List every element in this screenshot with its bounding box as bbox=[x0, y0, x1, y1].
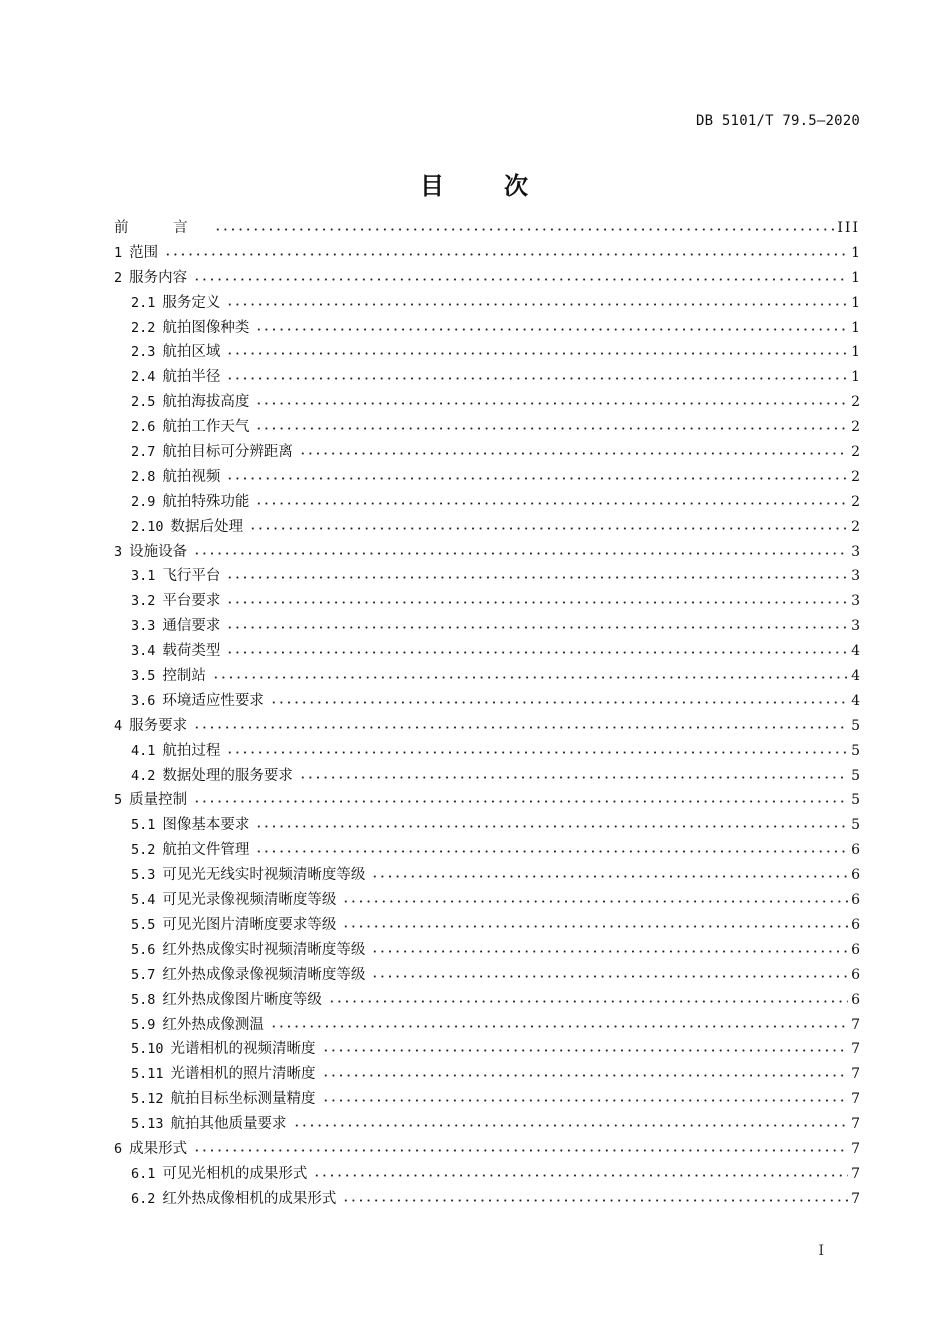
toc-dot-leader bbox=[255, 495, 848, 505]
toc-entry[interactable] bbox=[114, 838, 860, 863]
toc-entry-page: 7 bbox=[851, 1091, 860, 1108]
toc-entry[interactable] bbox=[114, 1087, 860, 1112]
toc-dot-leader bbox=[226, 619, 848, 629]
toc-entry-label: 前 言 bbox=[114, 220, 208, 236]
toc-entry-label: 航拍其他质量要求 bbox=[170, 1116, 287, 1133]
toc-entry[interactable] bbox=[114, 540, 860, 565]
toc-entry-label: 服务要求 bbox=[129, 717, 188, 734]
toc-entry-number: 3.4 bbox=[131, 643, 156, 660]
toc-entry[interactable] bbox=[114, 1013, 860, 1038]
toc-entry-page: 3 bbox=[851, 618, 860, 635]
toc-entry-page: 2 bbox=[851, 493, 860, 510]
toc-entry-label: 航拍过程 bbox=[162, 742, 221, 759]
toc-dot-leader bbox=[255, 395, 848, 405]
toc-entry-number: 5.6 bbox=[131, 941, 156, 958]
toc-entry-page: 6 bbox=[851, 966, 860, 983]
toc-entry-number: 5.11 bbox=[131, 1066, 164, 1083]
toc-entry-number: 2.9 bbox=[131, 493, 156, 510]
toc-entry-page: 5 bbox=[851, 742, 860, 759]
toc-entry[interactable] bbox=[114, 340, 860, 365]
toc-dot-leader bbox=[299, 445, 848, 455]
toc-dot-leader bbox=[212, 669, 848, 679]
toc-entry-number: 6.2 bbox=[131, 1190, 156, 1207]
toc-entry[interactable] bbox=[114, 490, 860, 515]
toc-entry-page: 3 bbox=[851, 593, 860, 610]
toc-entry-number: 2.5 bbox=[131, 394, 156, 411]
toc-dot-leader bbox=[313, 1167, 848, 1177]
toc-dot-leader bbox=[226, 370, 848, 380]
toc-entry-page: 2 bbox=[851, 394, 860, 411]
toc-entry[interactable] bbox=[114, 515, 860, 540]
toc-dot-leader bbox=[299, 769, 848, 779]
toc-entry[interactable] bbox=[114, 614, 860, 639]
toc-entry-label: 通信要求 bbox=[162, 618, 221, 635]
toc-entry-label: 航拍工作天气 bbox=[162, 419, 250, 436]
toc-entry-number: 2.7 bbox=[131, 444, 156, 461]
toc-dot-leader bbox=[371, 943, 848, 953]
toc-entry-page: 7 bbox=[851, 1190, 860, 1207]
toc-entry-label: 可见光录像视频清晰度等级 bbox=[162, 892, 337, 909]
page-title bbox=[0, 166, 950, 201]
table-of-contents bbox=[114, 216, 860, 1212]
toc-entry-number: 5.5 bbox=[131, 916, 156, 933]
toc-entry[interactable] bbox=[114, 813, 860, 838]
toc-entry-page: 1 bbox=[851, 319, 860, 336]
toc-dot-leader bbox=[226, 644, 848, 654]
toc-entry-label: 数据处理的服务要求 bbox=[162, 767, 293, 784]
toc-dot-leader bbox=[226, 345, 848, 355]
toc-dot-leader bbox=[371, 968, 848, 978]
toc-entry[interactable] bbox=[114, 415, 860, 440]
toc-entry-number: 4.2 bbox=[131, 767, 156, 784]
toc-entry-label: 航拍特殊功能 bbox=[162, 493, 250, 510]
toc-entry-label: 红外热成像录像视频清晰度等级 bbox=[162, 966, 366, 983]
toc-entry-number: 5 bbox=[114, 792, 123, 809]
toc-entry-label: 航拍区域 bbox=[162, 344, 221, 361]
toc-dot-leader bbox=[193, 793, 848, 803]
toc-entry[interactable] bbox=[114, 440, 860, 465]
toc-dot-leader bbox=[293, 1117, 849, 1127]
toc-entry-page: 5 bbox=[851, 767, 860, 784]
toc-entry-number: 5.4 bbox=[131, 892, 156, 909]
toc-entry[interactable] bbox=[114, 1187, 860, 1212]
toc-dot-leader bbox=[342, 918, 848, 928]
toc-entry[interactable] bbox=[114, 266, 860, 291]
toc-dot-leader bbox=[270, 694, 848, 704]
toc-entry-number: 5.10 bbox=[131, 1041, 164, 1058]
toc-entry-page: 1 bbox=[851, 244, 860, 261]
toc-dot-leader bbox=[226, 569, 848, 579]
toc-dot-leader bbox=[322, 1042, 849, 1052]
page-title-part-1: 目 bbox=[420, 172, 446, 200]
toc-entry-label: 飞行平台 bbox=[162, 568, 221, 585]
toc-dot-leader bbox=[255, 321, 848, 331]
toc-entry-label: 可见光图片清晰度要求等级 bbox=[162, 916, 337, 933]
toc-entry-page: 7 bbox=[851, 1165, 860, 1182]
toc-entry[interactable] bbox=[114, 1062, 860, 1087]
toc-entry[interactable] bbox=[114, 764, 860, 789]
toc-entry-page: 6 bbox=[851, 916, 860, 933]
toc-entry-label: 平台要求 bbox=[162, 593, 221, 610]
toc-dot-leader bbox=[193, 719, 848, 729]
toc-entry-number: 2.8 bbox=[131, 468, 156, 485]
toc-entry-number: 2.3 bbox=[131, 344, 156, 361]
toc-entry[interactable] bbox=[114, 739, 860, 764]
toc-dot-leader bbox=[193, 545, 848, 555]
toc-entry-label: 航拍半径 bbox=[162, 369, 221, 386]
toc-entry-number: 2.6 bbox=[131, 419, 156, 436]
toc-entry-number: 5.2 bbox=[131, 842, 156, 859]
document-code: DB 5101/T 79.5—2020 bbox=[696, 113, 860, 129]
toc-dot-leader bbox=[322, 1067, 849, 1077]
toc-entry-number: 4 bbox=[114, 717, 123, 734]
toc-entry[interactable] bbox=[114, 664, 860, 689]
toc-entry-number: 4.1 bbox=[131, 742, 156, 759]
toc-entry-page: 7 bbox=[851, 1116, 860, 1133]
toc-entry-page: 4 bbox=[851, 643, 860, 660]
toc-entry-page: 2 bbox=[851, 518, 860, 535]
toc-entry-page: 7 bbox=[851, 1140, 860, 1157]
toc-dot-leader bbox=[270, 1018, 848, 1028]
toc-entry[interactable] bbox=[114, 390, 860, 415]
toc-entry-label: 红外热成像实时视频清晰度等级 bbox=[162, 941, 366, 958]
toc-entry-page: 6 bbox=[851, 842, 860, 859]
toc-entry-page: 5 bbox=[851, 717, 860, 734]
toc-entry-label: 数据后处理 bbox=[170, 518, 244, 535]
toc-dot-leader bbox=[255, 843, 848, 853]
toc-entry-page: III bbox=[837, 220, 860, 236]
toc-entry[interactable] bbox=[114, 888, 860, 913]
toc-entry-label: 设施设备 bbox=[129, 543, 188, 560]
toc-entry-page: 6 bbox=[851, 892, 860, 909]
toc-entry-page: 3 bbox=[851, 543, 860, 560]
toc-entry-page: 4 bbox=[851, 692, 860, 709]
toc-entry-label: 图像基本要求 bbox=[162, 817, 250, 834]
toc-dot-leader bbox=[193, 271, 848, 281]
toc-entry-page: 1 bbox=[851, 344, 860, 361]
toc-entry-number: 5.7 bbox=[131, 966, 156, 983]
toc-dot-leader bbox=[342, 893, 848, 903]
toc-entry-page: 2 bbox=[851, 419, 860, 436]
toc-entry-number: 5.1 bbox=[131, 817, 156, 834]
toc-entry-number: 3.3 bbox=[131, 618, 156, 635]
toc-entry-label: 可见光相机的成果形式 bbox=[162, 1165, 308, 1182]
toc-entry-page: 3 bbox=[851, 568, 860, 585]
toc-entry-label: 服务内容 bbox=[129, 269, 188, 286]
toc-dot-leader bbox=[226, 470, 848, 480]
toc-entry[interactable] bbox=[114, 465, 860, 490]
toc-entry-page: 1 bbox=[851, 369, 860, 386]
toc-entry[interactable] bbox=[114, 564, 860, 589]
toc-dot-leader bbox=[342, 1192, 848, 1202]
toc-entry[interactable] bbox=[114, 589, 860, 614]
toc-entry-label: 航拍海拔高度 bbox=[162, 394, 250, 411]
toc-entry-label: 航拍目标可分辨距离 bbox=[162, 444, 293, 461]
toc-entry[interactable] bbox=[114, 1037, 860, 1062]
toc-dot-leader bbox=[249, 520, 848, 530]
toc-entry-number: 3.5 bbox=[131, 668, 156, 685]
toc-entry-page: 2 bbox=[851, 468, 860, 485]
toc-entry-page: 1 bbox=[851, 294, 860, 311]
toc-entry-page: 2 bbox=[851, 444, 860, 461]
toc-entry-label: 成果形式 bbox=[129, 1140, 188, 1157]
toc-entry[interactable] bbox=[114, 639, 860, 664]
toc-entry-page: 5 bbox=[851, 817, 860, 834]
toc-entry-label: 质量控制 bbox=[129, 792, 188, 809]
toc-dot-leader bbox=[328, 993, 848, 1003]
toc-entry[interactable] bbox=[114, 316, 860, 341]
page-number: I bbox=[818, 1243, 824, 1259]
toc-entry-number: 6.1 bbox=[131, 1165, 156, 1182]
toc-entry-label: 航拍图像种类 bbox=[162, 319, 250, 336]
toc-entry-page: 1 bbox=[851, 269, 860, 286]
toc-dot-leader bbox=[214, 221, 835, 231]
toc-dot-leader bbox=[255, 818, 848, 828]
toc-entry[interactable] bbox=[114, 988, 860, 1013]
toc-entry-number: 5.12 bbox=[131, 1091, 164, 1108]
toc-entry-number: 6 bbox=[114, 1140, 123, 1157]
toc-entry-number: 5.9 bbox=[131, 1016, 156, 1033]
toc-entry[interactable] bbox=[114, 1162, 860, 1187]
toc-dot-leader bbox=[322, 1092, 849, 1102]
toc-entry-number: 5.13 bbox=[131, 1116, 164, 1133]
toc-entry-label: 航拍视频 bbox=[162, 468, 221, 485]
toc-entry-label: 环境适应性要求 bbox=[162, 692, 264, 709]
toc-entry-label: 光谱相机的视频清晰度 bbox=[170, 1041, 316, 1058]
toc-entry[interactable] bbox=[114, 938, 860, 963]
toc-entry-label: 范围 bbox=[129, 244, 159, 261]
toc-entry-number: 2.1 bbox=[131, 294, 156, 311]
toc-entry-number: 3.6 bbox=[131, 692, 156, 709]
toc-dot-leader bbox=[255, 420, 848, 430]
toc-entry-page: 7 bbox=[851, 1066, 860, 1083]
toc-dot-leader bbox=[226, 594, 848, 604]
toc-entry-label: 服务定义 bbox=[162, 294, 221, 311]
toc-entry-page: 6 bbox=[851, 991, 860, 1008]
toc-entry-label: 航拍目标坐标测量精度 bbox=[170, 1091, 316, 1108]
page-title-part-2: 次 bbox=[504, 172, 530, 200]
toc-entry[interactable] bbox=[114, 1137, 860, 1162]
toc-entry-label: 红外热成像测温 bbox=[162, 1016, 264, 1033]
toc-entry-number: 3.2 bbox=[131, 593, 156, 610]
toc-dot-leader bbox=[371, 868, 848, 878]
toc-entry[interactable] bbox=[114, 913, 860, 938]
toc-entry[interactable] bbox=[114, 365, 860, 390]
toc-entry-page: 5 bbox=[851, 792, 860, 809]
toc-entry-page: 6 bbox=[851, 941, 860, 958]
toc-entry-page: 4 bbox=[851, 668, 860, 685]
toc-entry-number: 2.10 bbox=[131, 518, 164, 535]
toc-entry-page: 7 bbox=[851, 1016, 860, 1033]
toc-entry-number: 3 bbox=[114, 543, 123, 560]
toc-entry-number: 3.1 bbox=[131, 568, 156, 585]
toc-entry[interactable] bbox=[114, 689, 860, 714]
toc-entry-label: 红外热成像图片晰度等级 bbox=[162, 991, 322, 1008]
toc-entry[interactable] bbox=[114, 963, 860, 988]
toc-dot-leader bbox=[226, 744, 848, 754]
toc-dot-leader bbox=[164, 246, 848, 256]
toc-entry[interactable] bbox=[114, 241, 860, 266]
toc-entry-label: 可见光无线实时视频清晰度等级 bbox=[162, 867, 366, 884]
toc-entry-label: 红外热成像相机的成果形式 bbox=[162, 1190, 337, 1207]
toc-entry-page: 7 bbox=[851, 1041, 860, 1058]
toc-entry-number: 1 bbox=[114, 244, 123, 261]
toc-entry[interactable] bbox=[114, 788, 860, 813]
toc-entry-page: 6 bbox=[851, 867, 860, 884]
toc-entry[interactable] bbox=[114, 1112, 860, 1137]
toc-entry-label: 载荷类型 bbox=[162, 643, 221, 660]
toc-entry-label: 航拍文件管理 bbox=[162, 842, 250, 859]
toc-entry[interactable] bbox=[114, 714, 860, 739]
toc-entry-number: 5.8 bbox=[131, 991, 156, 1008]
toc-entry[interactable] bbox=[114, 216, 860, 241]
toc-entry-number: 2.4 bbox=[131, 369, 156, 386]
toc-entry-label: 控制站 bbox=[162, 668, 206, 685]
toc-dot-leader bbox=[226, 296, 848, 306]
toc-entry[interactable] bbox=[114, 291, 860, 316]
toc-entry-label: 光谱相机的照片清晰度 bbox=[170, 1066, 316, 1083]
toc-dot-leader bbox=[193, 1142, 848, 1152]
toc-entry-number: 5.3 bbox=[131, 867, 156, 884]
toc-entry-number: 2.2 bbox=[131, 319, 156, 336]
toc-entry-number: 2 bbox=[114, 269, 123, 286]
toc-entry[interactable] bbox=[114, 863, 860, 888]
